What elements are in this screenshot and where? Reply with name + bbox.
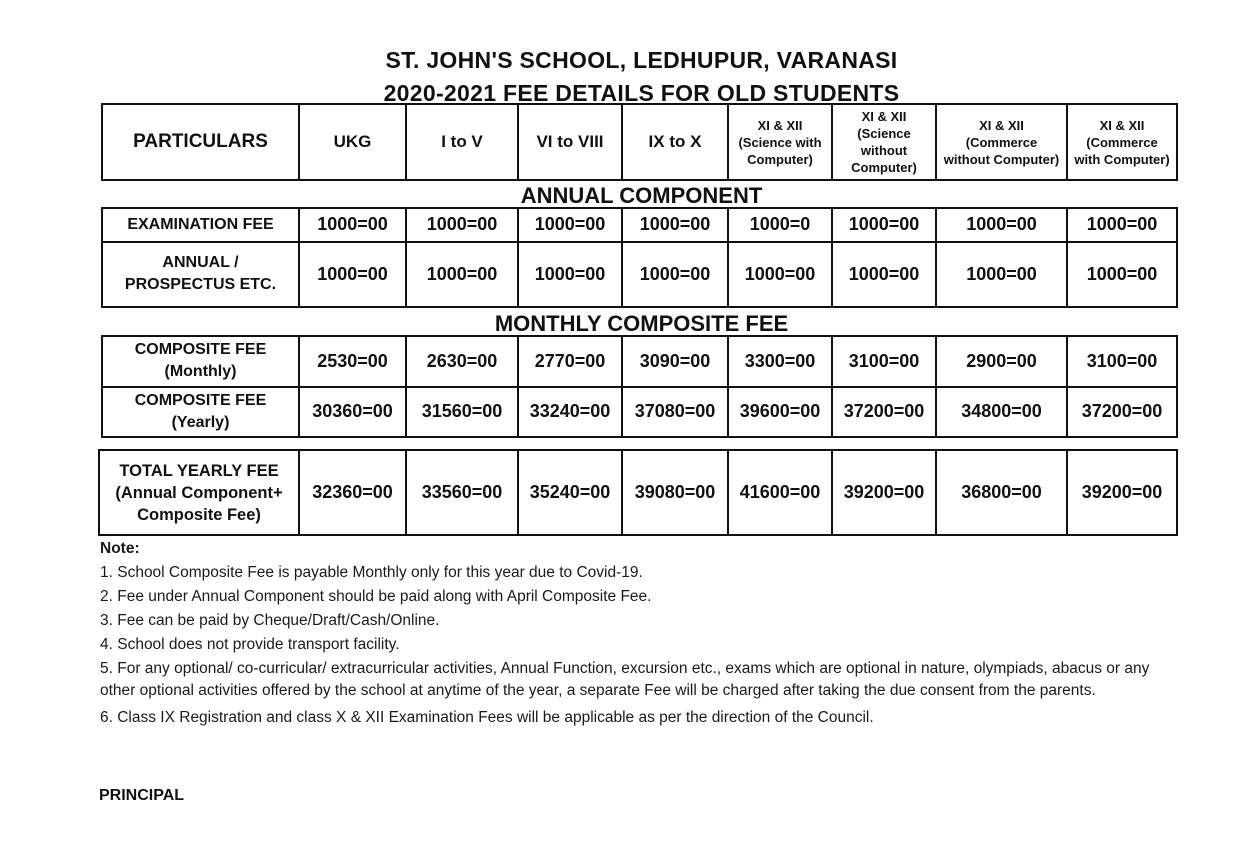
header-line: XI & XII (979, 117, 1024, 133)
fee-cell: 1000=00 (299, 208, 406, 242)
fee-cell: 1000=00 (1067, 208, 1177, 242)
fee-cell: 1000=00 (832, 242, 936, 307)
label-line: TOTAL YEARLY FEE (119, 461, 279, 480)
label-line: COMPOSITE FEE (134, 341, 267, 359)
fee-cell: 37200=00 (1067, 387, 1177, 438)
fee-cell: 34800=00 (936, 387, 1067, 438)
fee-cell: 2630=00 (406, 336, 518, 387)
fee-cell: 1000=00 (936, 242, 1067, 307)
note-item: 5. For any optional/ co-curricular/ extracurricular activities, Annual Function, excursion etc., exams which are optional in nature, olympiads, abacus or any other optional activities offered by the school at anytime of the year, a separate Fee will be charged after taking the due consent from the parents. (100, 660, 1150, 699)
header-vi-to-viii: VI to VIII (518, 104, 622, 180)
header-particulars: PARTICULARS (102, 104, 299, 180)
header-line: XI & XII (757, 117, 803, 133)
note-item: 4. School does not provide transport facility. (100, 636, 400, 653)
table-row (99, 450, 1177, 535)
fee-cell: 1000=00 (622, 208, 728, 242)
header-line: (Science (857, 126, 911, 141)
label-line: (Annual Component+ (115, 483, 283, 502)
header-commerce-without-computer (936, 104, 1067, 180)
fee-cell: 3100=00 (1067, 336, 1177, 387)
fee-cell: 2900=00 (936, 336, 1067, 387)
fee-cell: 41600=00 (728, 450, 832, 535)
header-science-with-computer (728, 104, 832, 180)
label-line: (Monthly) (164, 363, 237, 381)
fee-cell: 31560=00 (406, 387, 518, 438)
header-line: with Computer) (1074, 151, 1170, 167)
table-row (102, 336, 1177, 387)
fee-cell: 32360=00 (299, 450, 406, 535)
header-line: without Computer) (943, 151, 1060, 167)
fee-cell: 1000=0 (728, 208, 832, 242)
header-line: Computer) (851, 160, 917, 175)
notes-heading: Note: (100, 540, 140, 557)
note-item: 2. Fee under Annual Component should be paid along with April Composite Fee. (100, 588, 652, 605)
label-line: Composite Fee) (137, 505, 261, 524)
header-line: Computer) (747, 151, 813, 167)
header-line: XI & XII (1099, 117, 1145, 133)
header-line: (Commerce (1086, 134, 1158, 150)
fee-cell: 33560=00 (406, 450, 518, 535)
header-ukg: UKG (299, 104, 406, 180)
fee-header-table (101, 103, 1178, 181)
fee-cell: 1000=00 (518, 208, 622, 242)
row-label (102, 208, 299, 242)
label-line: COMPOSITE FEE (134, 391, 267, 409)
header-i-to-v: I to V (406, 104, 518, 180)
annual-component-table (101, 207, 1178, 308)
fee-cell: 39080=00 (622, 450, 728, 535)
row-label (102, 242, 299, 307)
principal-signature-label: PRINCIPAL (99, 787, 185, 804)
fee-cell: 1000=00 (936, 208, 1067, 242)
fee-cell: 1000=00 (518, 242, 622, 307)
fee-cell: 1000=00 (832, 208, 936, 242)
label-line: EXAMINATION FEE (127, 215, 274, 233)
header-line: (Science with (738, 134, 822, 150)
fee-cell: 39600=00 (728, 387, 832, 438)
fee-cell: 1000=00 (622, 242, 728, 307)
fee-cell: 39200=00 (1067, 450, 1177, 535)
header-ix-to-x: IX to X (622, 104, 728, 180)
fee-cell: 37080=00 (622, 387, 728, 438)
table-row (102, 387, 1177, 438)
fee-cell: 2770=00 (518, 336, 622, 387)
fee-cell: 2530=00 (299, 336, 406, 387)
note-item: 3. Fee can be paid by Cheque/Draft/Cash/Online. (100, 612, 440, 629)
header-line: (Commerce (965, 134, 1038, 150)
fee-cell: 1000=00 (406, 242, 518, 307)
note-item: 6. Class IX Registration and class X & XII Examination Fees will be applicable as per the direction of the Council. (100, 709, 874, 726)
label-line: ANNUAL / (162, 254, 239, 272)
fee-cell: 3100=00 (832, 336, 936, 387)
note-item: 1. School Composite Fee is payable Monthly only for this year due to Covid-19. (100, 564, 643, 581)
fee-cell: 1000=00 (299, 242, 406, 307)
table-row (102, 208, 1177, 242)
fee-details-title: 2020-2021 FEE DETAILS FOR OLD STUDENTS (383, 80, 900, 106)
row-label (99, 450, 299, 535)
row-label (102, 387, 299, 438)
monthly-composite-table (101, 335, 1178, 438)
row-label (102, 336, 299, 387)
fee-cell: 3090=00 (622, 336, 728, 387)
fee-cell: 39200=00 (832, 450, 936, 535)
fee-cell: 1000=00 (1067, 242, 1177, 307)
school-title: ST. JOHN'S SCHOOL, LEDHUPUR, VARANASI (385, 47, 898, 73)
header-commerce-with-computer (1067, 104, 1177, 180)
fee-cell: 35240=00 (518, 450, 622, 535)
notes-section (100, 538, 1170, 729)
annual-component-heading: ANNUAL COMPONENT (520, 183, 763, 208)
fee-cell: 1000=00 (406, 208, 518, 242)
label-line: (Yearly) (171, 413, 230, 431)
label-line: PROSPECTUS ETC. (124, 276, 277, 294)
total-yearly-fee-table (98, 449, 1178, 536)
fee-cell: 37200=00 (832, 387, 936, 438)
monthly-composite-heading: MONTHLY COMPOSITE FEE (494, 311, 789, 336)
fee-cell: 36800=00 (936, 450, 1067, 535)
header-line: XI & XII (861, 109, 907, 124)
fee-cell: 30360=00 (299, 387, 406, 438)
fee-cell: 1000=00 (728, 242, 832, 307)
fee-cell: 33240=00 (518, 387, 622, 438)
header-science-without-computer (832, 104, 936, 180)
header-line: without (860, 143, 908, 158)
fee-cell: 3300=00 (728, 336, 832, 387)
table-row (102, 242, 1177, 307)
